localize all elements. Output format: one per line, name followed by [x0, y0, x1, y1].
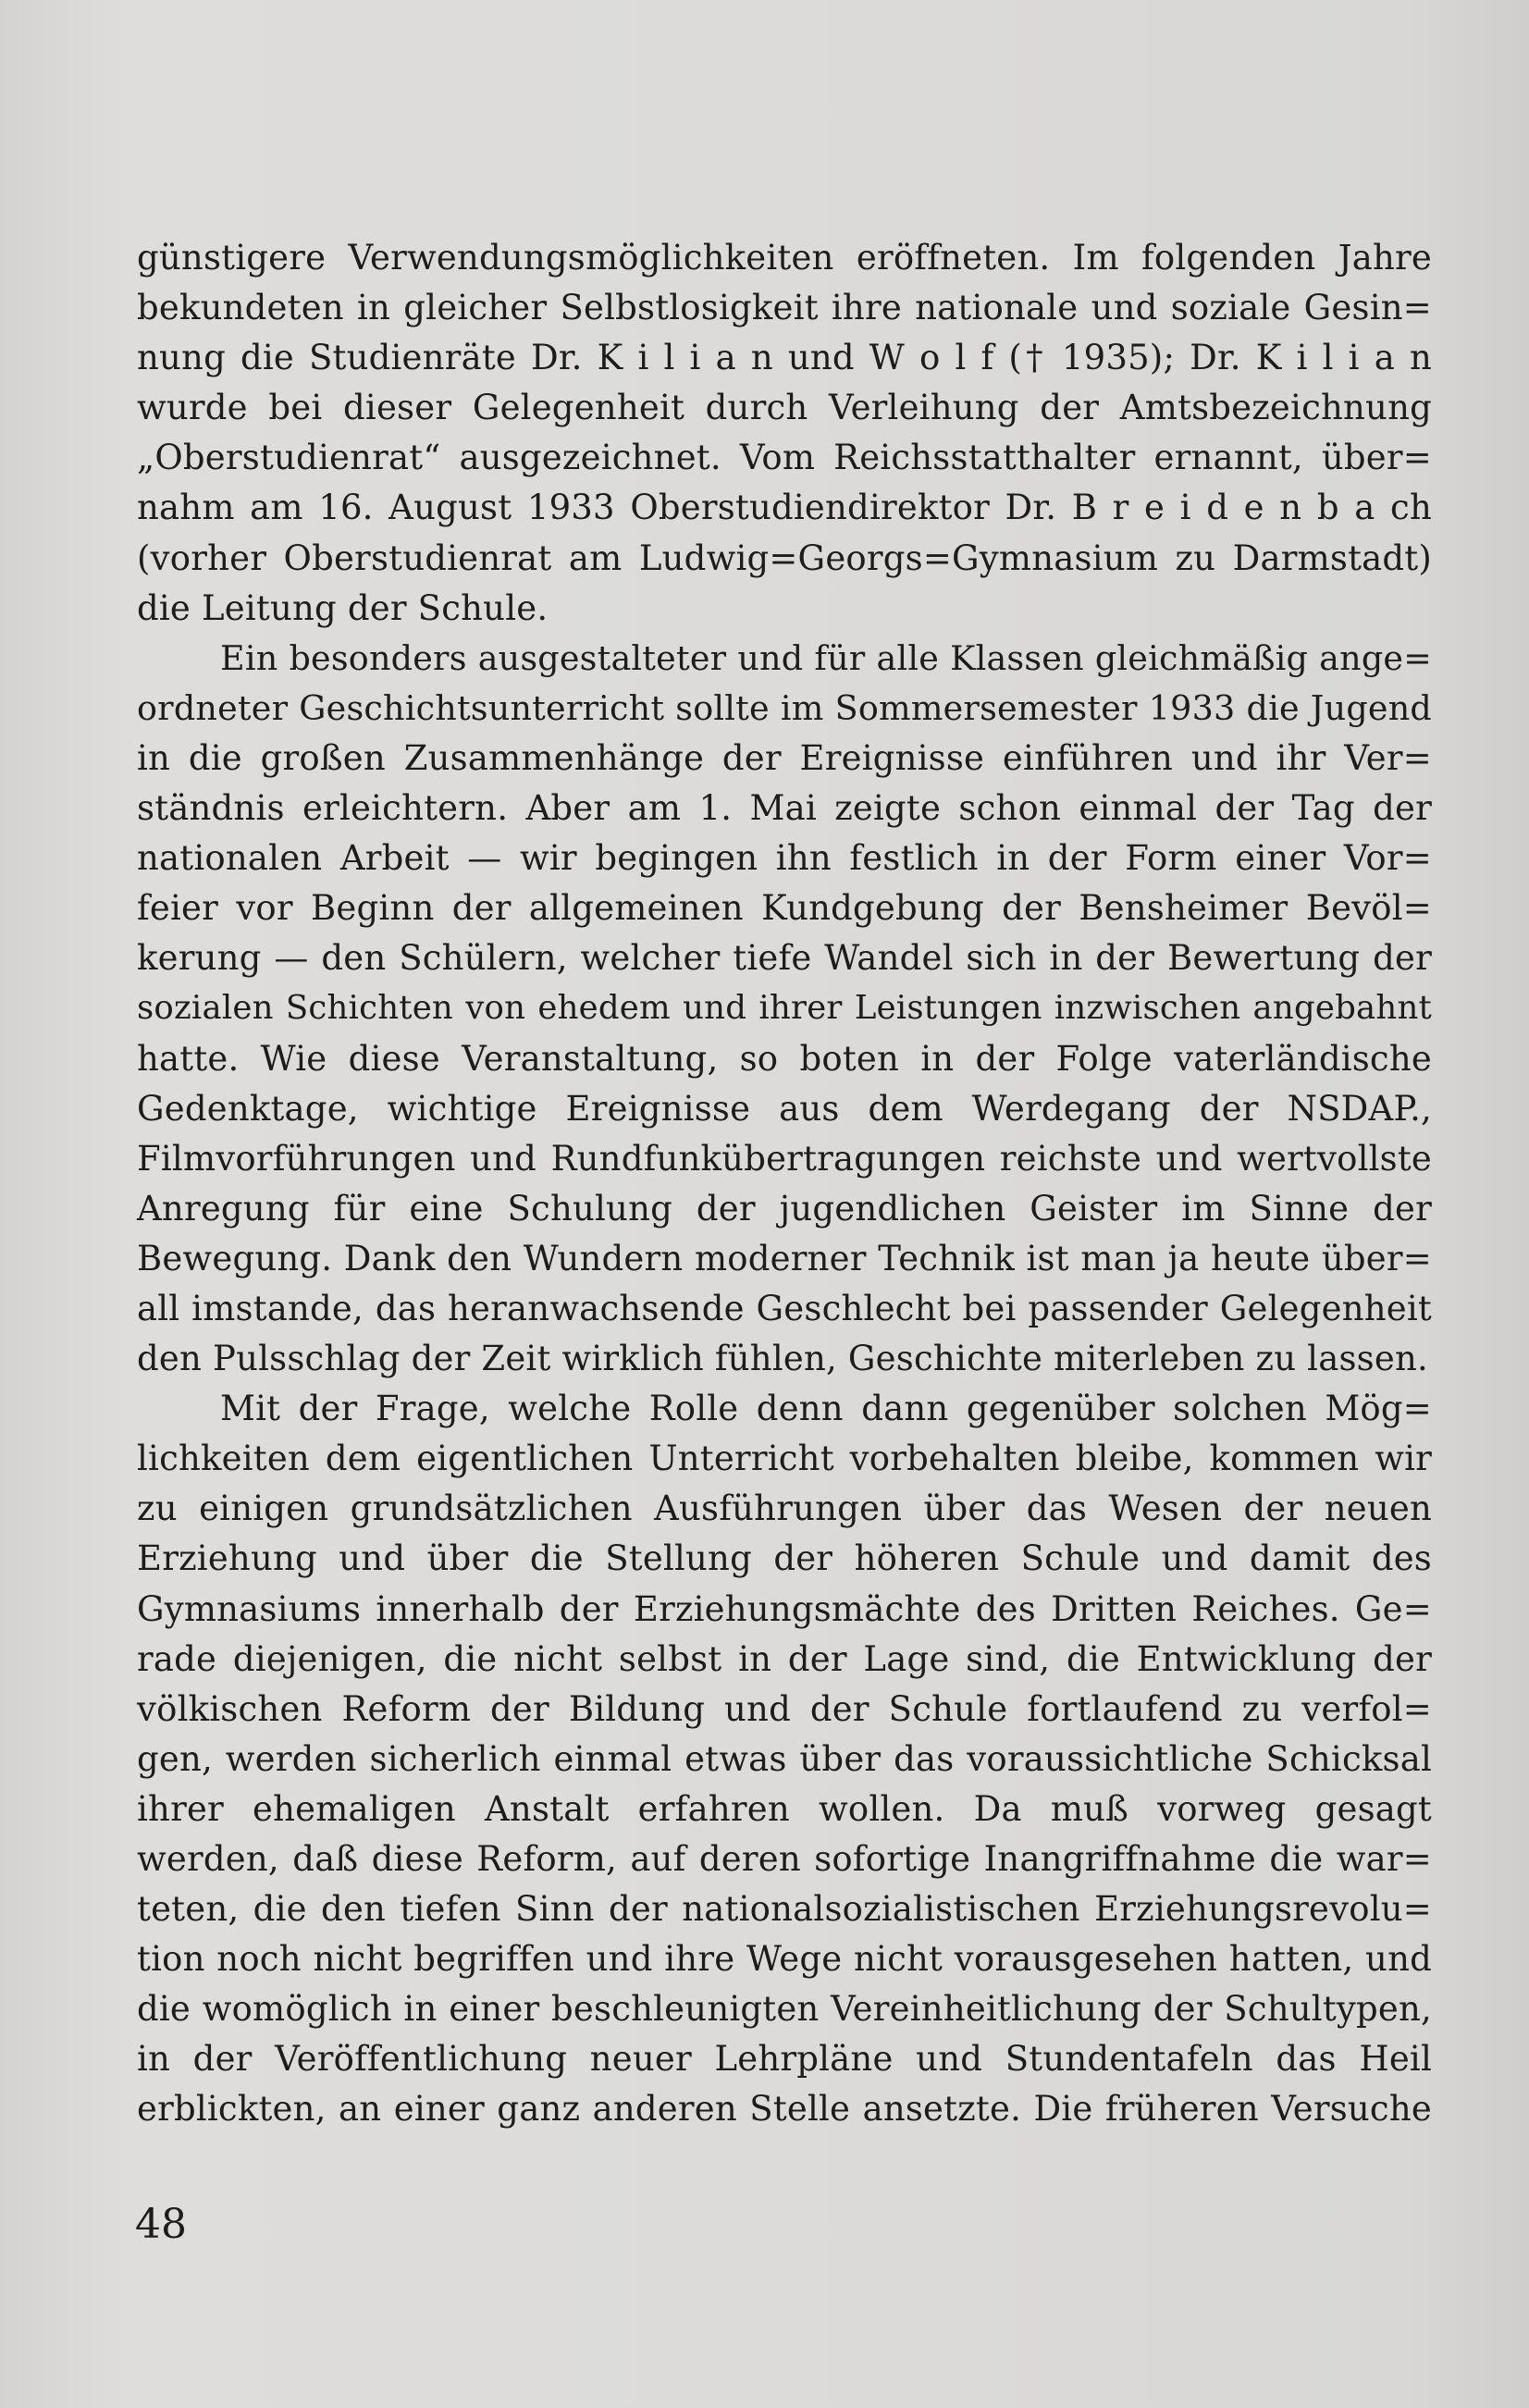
- text-line: rade diejenigen, die nicht selbst in der Lage sind, die Entwicklung der: [137, 1638, 1432, 1679]
- text-line: nahm am 16. August 1933 Oberstudiendirektor Dr. B r e i d e n b a ch: [137, 488, 1432, 528]
- text-line: Ein besonders ausgestalteter und für alle Klassen gleichmäßig ange=: [220, 637, 1432, 678]
- text-line: Erziehung und über die Stellung der höheren Schule und damit des: [137, 1538, 1432, 1579]
- text-line: ihrer ehemaligen Anstalt erfahren wollen. Da muß vorweg gesagt: [137, 1788, 1432, 1829]
- paragraph-2: [137, 634, 1432, 1384]
- text-line: die womöglich in einer beschleunigten Vereinheitlichung der Schultypen,: [137, 1989, 1432, 2030]
- paragraph-1: [137, 233, 1432, 634]
- text-line: kerung — den Schülern, welcher tiefe Wandel sich in der Bewertung der: [137, 938, 1432, 979]
- text-line: erblickten, an einer ganz anderen Stelle ansetzte. Die früheren Versuche: [137, 2089, 1432, 2130]
- text-line: werden, daß diese Reform, auf deren sofortige Inangriffnahme die war=: [137, 1839, 1432, 1879]
- text-line: sozialen Schichten von ehedem und ihrer Leistungen inzwischen angebahnt: [137, 989, 1432, 1028]
- text-line: feier vor Beginn der allgemeinen Kundgebung der Bensheimer Bevöl=: [137, 888, 1432, 929]
- text-line: ordneter Geschichtsunterricht sollte im Sommersemester 1933 die Jugend: [137, 687, 1432, 728]
- text-line: völkischen Reform der Bildung und der Schule fortlaufend zu verfol=: [137, 1688, 1432, 1729]
- text-line: teten, die den tiefen Sinn der nationalsozialistischen Erziehungsrevolu=: [137, 1889, 1432, 1930]
- text-line: „Oberstudienrat“ ausgezeichnet. Vom Reichsstatthalter ernannt, über=: [137, 438, 1432, 478]
- text-line: Anregung für eine Schulung der jugendlichen Geister im Sinne der: [137, 1188, 1432, 1229]
- text-line: lichkeiten dem eigentlichen Unterricht vorbehalten bleibe, kommen wir: [137, 1439, 1432, 1479]
- text-line: Gymnasiums innerhalb der Erziehungsmächte des Dritten Reiches. Ge=: [137, 1588, 1432, 1629]
- text-line: Gedenktage, wichtige Ereignisse aus dem Werdegang der NSDAP.,: [137, 1088, 1432, 1129]
- text-line: (vorher Oberstudienrat am Ludwig=Georgs=Gymnasium zu Darmstadt): [137, 537, 1432, 578]
- text-line: tion noch nicht begriffen und ihre Wege nicht vorausgesehen hatten, und: [137, 1939, 1432, 1980]
- paragraph-3: [137, 1384, 1432, 2134]
- text-line: in die großen Zusammenhänge der Ereignisse einführen und ihr Ver=: [137, 737, 1432, 778]
- text-line: Mit der Frage, welche Rolle denn dann gegenüber solchen Mög=: [220, 1389, 1432, 1429]
- text-line: Filmvorführungen und Rundfunkübertragungen reichste und wertvollste: [137, 1138, 1432, 1179]
- text-line: zu einigen grundsätzlichen Ausführungen über das Wesen der neuen: [137, 1488, 1432, 1529]
- text-line: den Pulsschlag der Zeit wirklich fühlen, Geschichte miterleben zu lassen.: [137, 1339, 1428, 1379]
- text-line: wurde bei dieser Gelegenheit durch Verleihung der Amtsbezeichnung: [137, 388, 1432, 428]
- text-line: hatte. Wie diese Veranstaltung, so boten in der Folge vaterländische: [137, 1038, 1432, 1079]
- text-line: gen, werden sicherlich einmal etwas über das voraussichtliche Schicksal: [137, 1738, 1432, 1779]
- text-line: die Leitung der Schule.: [137, 587, 549, 628]
- text-line: in der Veröffentlichung neuer Lehrpläne und Stundentafeln das Heil: [137, 2039, 1432, 2080]
- page-number: 48: [135, 2201, 187, 2248]
- body-text: [137, 233, 1432, 2135]
- text-line: günstigere Verwendungsmöglichkeiten eröffneten. Im folgenden Jahre: [137, 238, 1432, 278]
- text-line: ständnis erleichtern. Aber am 1. Mai zeigte schon einmal der Tag der: [137, 788, 1432, 829]
- text-line: Bewegung. Dank den Wundern moderner Technik ist man ja heute über=: [137, 1238, 1432, 1278]
- text-line: nationalen Arbeit — wir begingen ihn festlich in der Form einer Vor=: [137, 838, 1432, 879]
- text-line: bekundeten in gleicher Selbstlosigkeit ihre nationale und soziale Gesin=: [137, 288, 1432, 328]
- text-line: nung die Studienräte Dr. K i l i a n und W o l f († 1935); Dr. K i l i a n: [137, 338, 1432, 378]
- text-line: all imstande, das heranwachsende Geschlecht bei passender Gelegenheit: [137, 1288, 1432, 1328]
